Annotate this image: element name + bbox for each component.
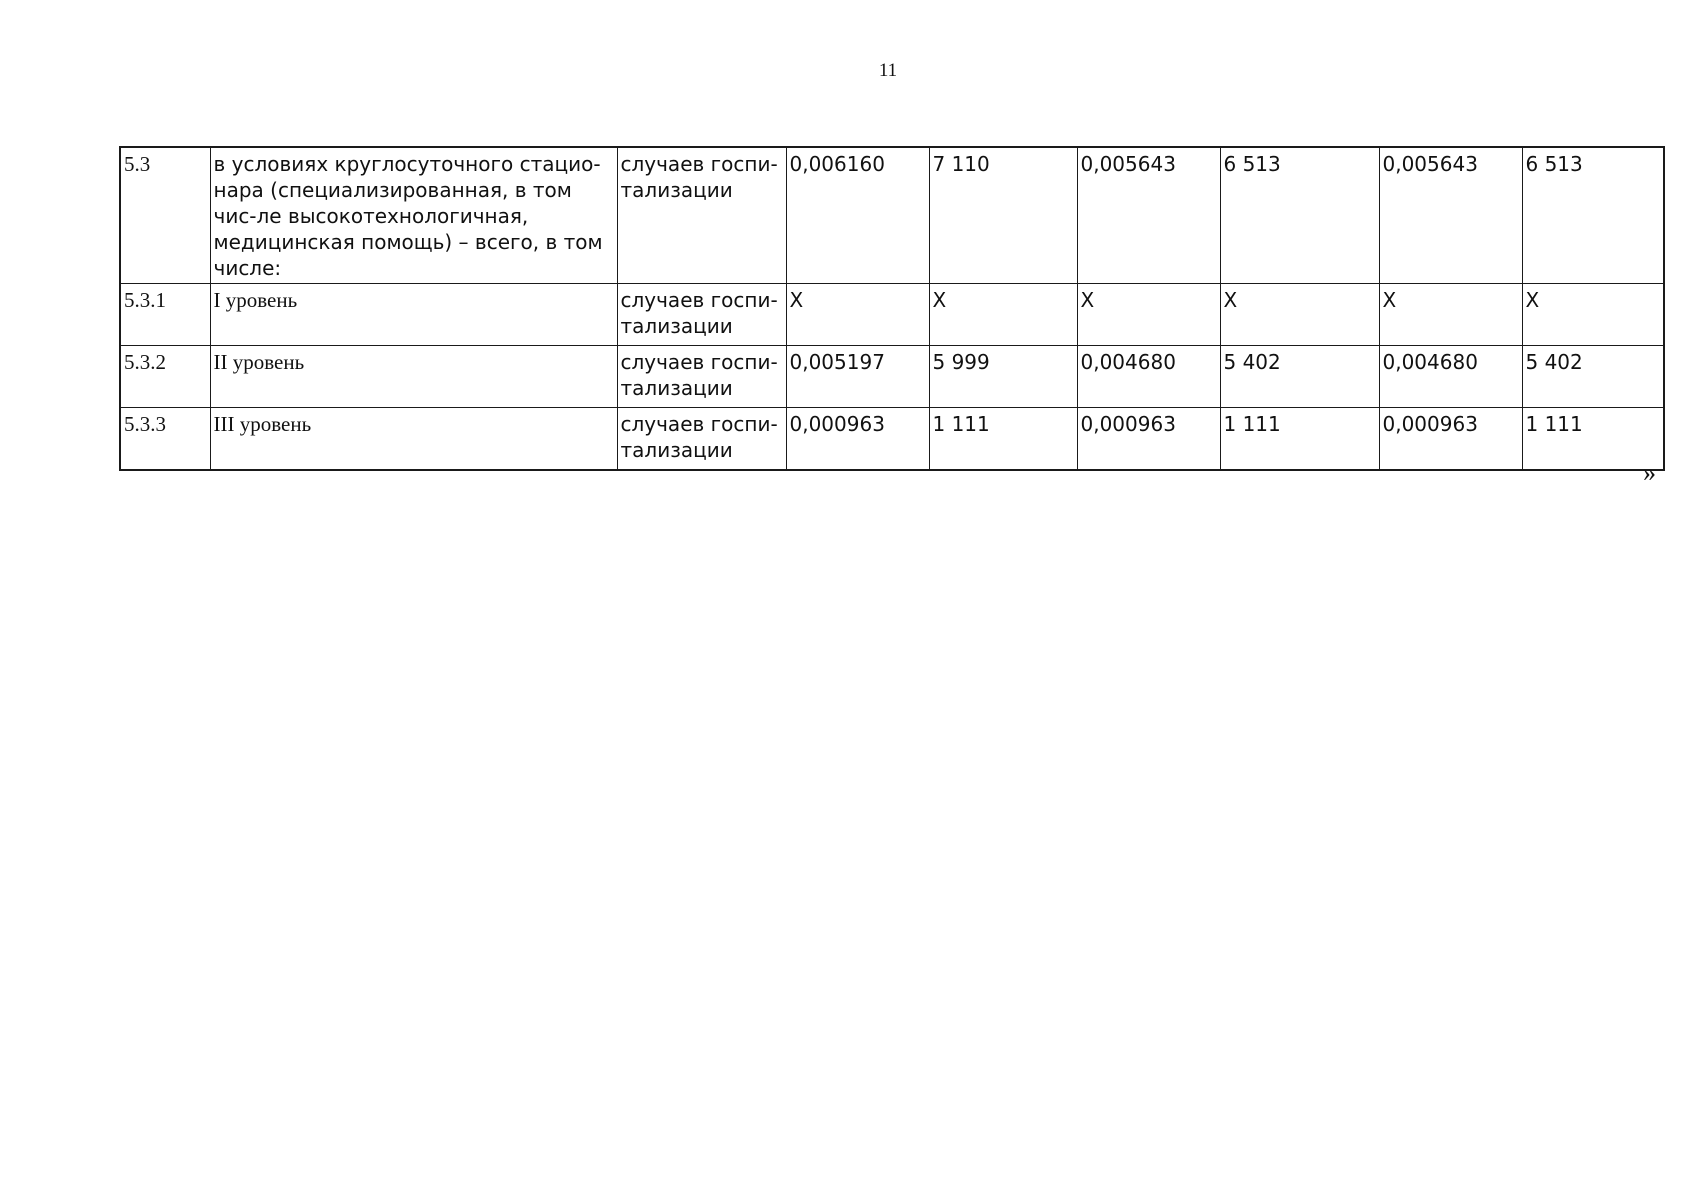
value-cell: 0,004680: [1077, 346, 1220, 408]
value-cell: X: [1220, 284, 1379, 346]
row-number: 5.3.2: [120, 346, 210, 408]
value-cell: 0,004680: [1379, 346, 1522, 408]
value-cell: 0,005643: [1077, 147, 1220, 284]
value-cell: 1 111: [1522, 408, 1664, 471]
page-number: 11: [878, 60, 898, 81]
row-unit: случаев госпи-тализации: [617, 147, 786, 284]
value-cell: 0,006160: [786, 147, 929, 284]
table-row: [120, 408, 1664, 471]
value-cell: X: [1522, 284, 1664, 346]
row-name: [210, 346, 617, 408]
value-cell: 0,005197: [786, 346, 929, 408]
row-number: 5.3: [120, 147, 210, 284]
table-row: [120, 147, 1664, 284]
value-cell: 0,000963: [1379, 408, 1522, 471]
value-cell: 5 402: [1522, 346, 1664, 408]
row-unit: случаев госпи-тализации: [617, 346, 786, 408]
value-cell: 5 999: [929, 346, 1077, 408]
indicators-table: [119, 146, 1665, 471]
value-cell: X: [1077, 284, 1220, 346]
value-cell: 0,005643: [1379, 147, 1522, 284]
value-cell: 7 110: [929, 147, 1077, 284]
row-name: в условиях круглосуточного стацио-нара (специализированная, в том чис-ле высокотехнологичная, медицинская помощь) – всего, в том числе:: [210, 147, 617, 284]
row-name: [210, 408, 617, 471]
closing-quote: »: [1643, 458, 1656, 487]
row-number: 5.3.1: [120, 284, 210, 346]
row-name-text: II уровень: [213, 350, 305, 374]
value-cell: 0,000963: [786, 408, 929, 471]
value-cell: 6 513: [1522, 147, 1664, 284]
row-number: 5.3.3: [120, 408, 210, 471]
table-row: [120, 346, 1664, 408]
value-cell: X: [1379, 284, 1522, 346]
value-cell: 0,000963: [1077, 408, 1220, 471]
value-cell: X: [786, 284, 929, 346]
value-cell: X: [929, 284, 1077, 346]
value-cell: 5 402: [1220, 346, 1379, 408]
value-cell: 6 513: [1220, 147, 1379, 284]
value-cell: 1 111: [1220, 408, 1379, 471]
value-cell: 1 111: [929, 408, 1077, 471]
row-name-text: I уровень: [213, 288, 298, 312]
row-unit: случаев госпи-тализации: [617, 408, 786, 471]
table-row: [120, 284, 1664, 346]
row-name: [210, 284, 617, 346]
row-name-text: III уровень: [213, 412, 312, 436]
row-unit: случаев госпи-тализации: [617, 284, 786, 346]
